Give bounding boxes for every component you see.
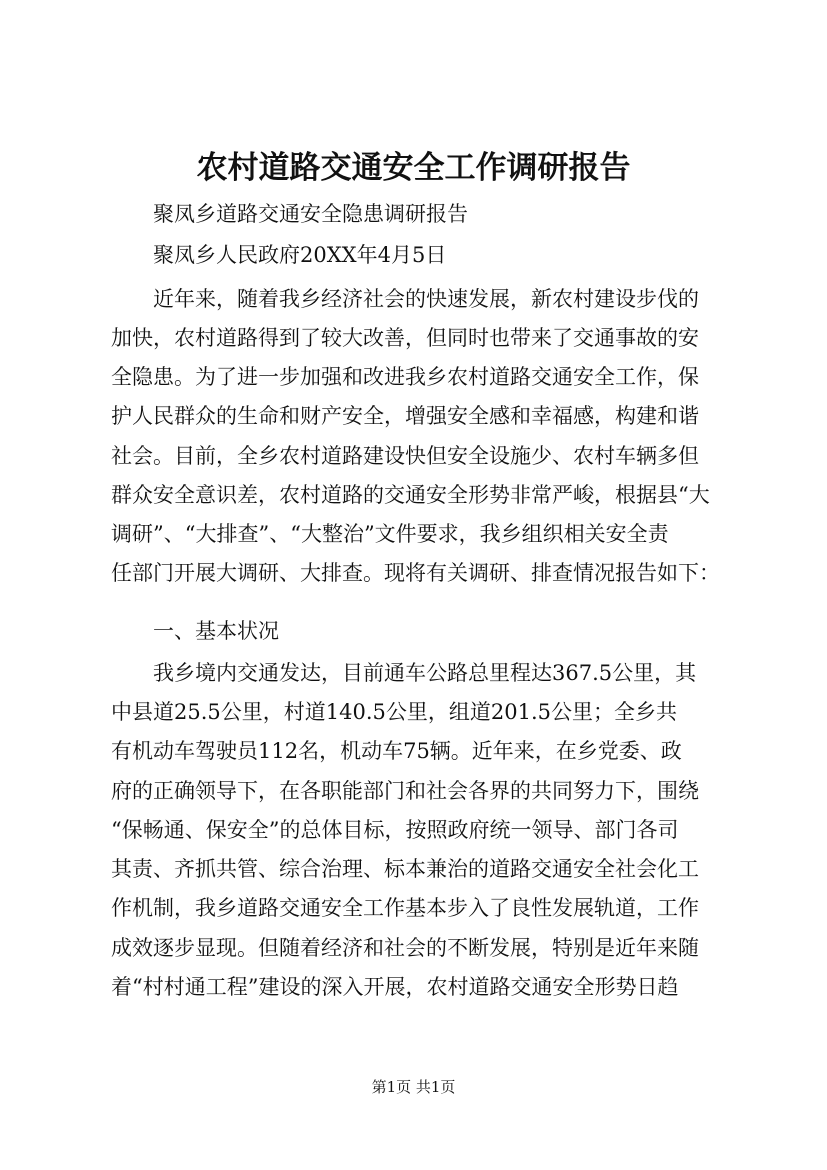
paragraph-1-line-2: 加快，农村道路得到了较大改善，但同时也带来了交通事故的安 [111, 326, 699, 350]
paragraph-1-line-7: 调研”、“大排查”、“大整治”文件要求，我乡组织相关安全责 [111, 522, 669, 546]
document-subtitle: 聚凤乡道路交通安全隐患调研报告 [153, 202, 468, 226]
paragraph-2-line-1: 我乡境内交通发达，目前通车公路总里程达367.5公里，其 [153, 661, 697, 685]
document-title: 农村道路交通安全工作调研报告 [196, 150, 631, 186]
paragraph-2-line-3: 有机动车驾驶员112名，机动车75辆。近年来，在乡党委、政 [111, 739, 682, 763]
paragraph-2-line-4: 府的正确领导下，在各职能部门和社会各界的共同努力下，围绕 [111, 779, 699, 803]
page-footer: 第1页 共1页 [371, 1078, 456, 1096]
paragraph-1-line-8: 任部门开展大调研、大排查。现将有关调研、排查情况报告如下： [111, 561, 720, 585]
paragraph-1-line-3: 全隐患。为了进一步加强和改进我乡农村道路交通安全工作，保 [111, 365, 699, 389]
paragraph-1-line-1: 近年来，随着我乡经济社会的快速发展，新农村建设步伐的 [153, 287, 699, 311]
paragraph-2-line-6: 其责、齐抓共管、综合治理、标本兼治的道路交通安全社会化工 [111, 857, 699, 881]
paragraph-1-line-4: 护人民群众的生命和财产安全，增强安全感和幸福感，构建和谐 [111, 404, 699, 428]
paragraph-2-line-5: “保畅通、保安全”的总体目标，按照政府统一领导、部门各司 [111, 818, 679, 842]
paragraph-1-line-6: 群众安全意识差，农村道路的交通安全形势非常严峻，根据县“大 [111, 483, 710, 507]
section-heading: 一、基本状况 [153, 619, 279, 643]
paragraph-2-line-8: 成效逐步显现。但随着经济和社会的不断发展，特别是近年来随 [111, 936, 699, 960]
author-date-line: 聚凤乡人民政府20XX年4月5日 [153, 243, 447, 267]
paragraph-1-line-5: 社会。目前，全乡农村道路建设快但安全设施少、农村车辆多但 [111, 444, 699, 468]
paragraph-2-line-2: 中县道25.5公里，村道140.5公里，组道201.5公里；全乡共 [111, 700, 677, 724]
paragraph-2-line-7: 作机制，我乡道路交通安全工作基本步入了良性发展轨道，工作 [111, 896, 699, 920]
paragraph-2-line-9: 着“村村通工程”建设的深入开展，农村道路交通安全形势日趋 [111, 975, 679, 999]
